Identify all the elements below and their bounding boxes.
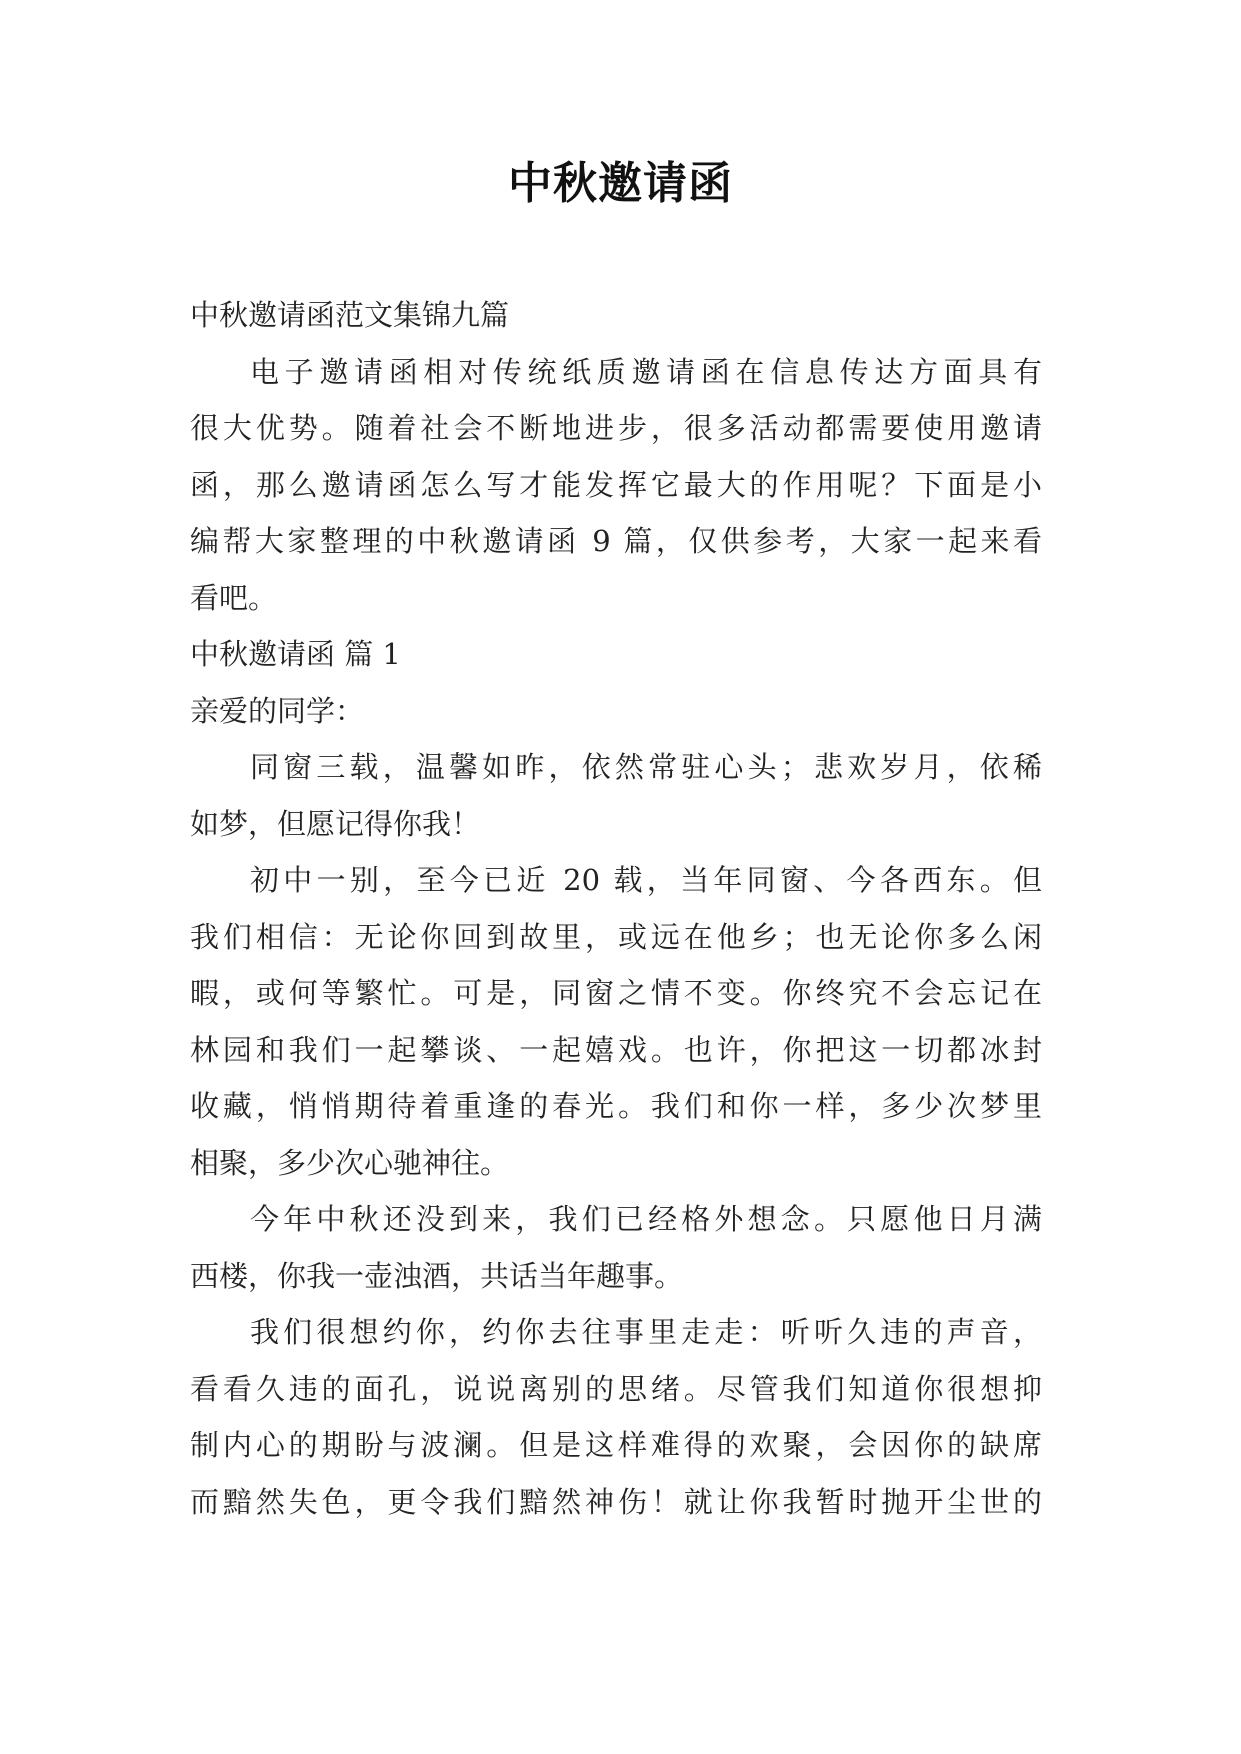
paragraph-line: 电子邀请函相对传统纸质邀请函在信息传达方面具有 [250, 354, 1042, 389]
paragraph-line: 看吧。 [190, 580, 278, 615]
paragraph-line: 函，那么邀请函怎么写才能发挥它最大的作用呢？下面是小 [190, 467, 1042, 502]
paragraph-line: 看看久违的面孔，说说离别的思绪。尽管我们知道你很想抑 [190, 1371, 1042, 1406]
paragraph-line: 相聚，多少次心驰神往。 [190, 1145, 510, 1180]
paragraph-line: 而黯然失色，更令我们黯然神伤！就让你我暂时抛开尘世的 [190, 1484, 1042, 1519]
paragraph-line: 制内心的期盼与波澜。但是这样难得的欢聚，会因你的缺席 [190, 1428, 1042, 1462]
paragraph-line: 很大优势。随着社会不断地进步，很多活动都需要使用邀请 [190, 411, 1042, 445]
paragraph-line: 林园和我们一起攀谈、一起嬉戏。也许，你把这一切都冰封 [190, 1032, 1042, 1067]
section-heading: 中秋邀请函 篇 1 [190, 637, 401, 671]
subtitle-line: 中秋邀请函范文集锦九篇 [190, 298, 510, 332]
paragraph-line: 如梦，但愿记得你我！ [190, 806, 481, 841]
paragraph-line: 我们相信：无论你回到故里，或远在他乡；也无论你多么闲 [190, 919, 1042, 954]
salutation-line: 亲爱的同学： [190, 693, 365, 728]
paragraph-line: 同窗三载，温馨如昨，依然常驻心头；悲欢岁月，依稀 [250, 750, 1042, 784]
paragraph-line: 我们很想约你，约你去往事里走走：听听久违的声音， [250, 1315, 1042, 1349]
paragraph-line: 西楼，你我一壶浊酒，共话当年趣事。 [190, 1258, 684, 1293]
paragraph-line: 初中一别，至今已近 20 载，当年同窗、今各西东。但 [250, 863, 1042, 897]
document-body [190, 287, 1042, 1530]
paragraph-line: 编帮大家整理的中秋邀请函 9 篇，仅供参考，大家一起来看 [190, 524, 1042, 558]
paragraph-line: 暇，或何等繁忙。可是，同窗之情不变。你终究不会忘记在 [190, 976, 1042, 1010]
paragraph-line: 今年中秋还没到来，我们已经格外想念。只愿他日月满 [250, 1202, 1042, 1236]
document-title: 中秋邀请函 [508, 158, 733, 209]
paragraph-line: 收藏，悄悄期待着重逢的春光。我们和你一样，多少次梦里 [190, 1089, 1042, 1123]
